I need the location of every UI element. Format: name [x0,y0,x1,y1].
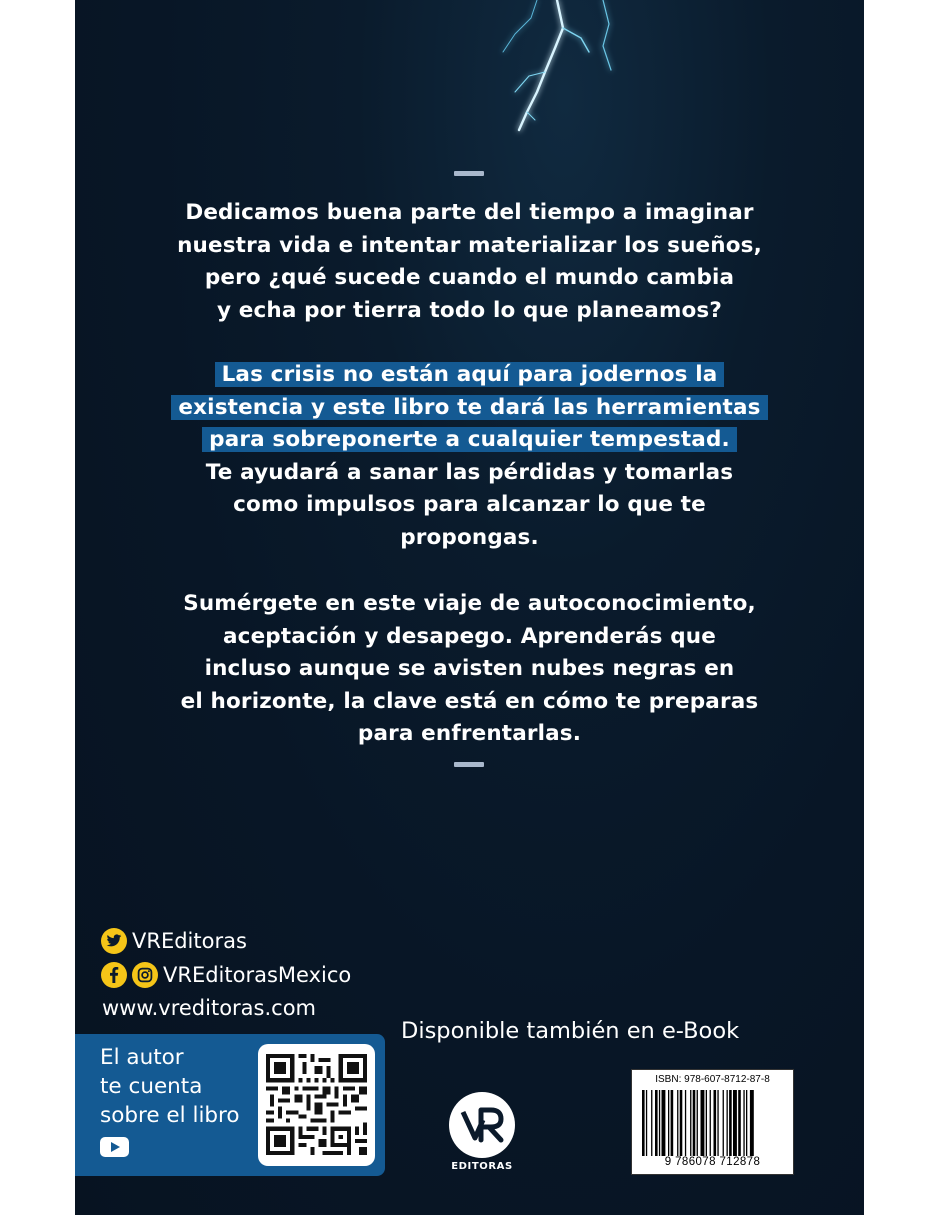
barcode-bar [727,1090,728,1156]
text-line: para enfrentarlas. [357,721,582,746]
barcode-bar [690,1090,691,1156]
instagram-icon [132,962,158,988]
highlighted-line: para sobreponerte a cualquier tempestad. [202,427,737,452]
qr-code-image [266,1054,367,1155]
facebook-icon [101,962,127,988]
twitter-handle: VREditoras [132,929,247,953]
publisher-label: EDITORAS [451,1161,513,1172]
facebook-instagram-row[interactable] [101,962,351,988]
barcode-bar [693,1090,696,1156]
barcode-bar [717,1090,718,1156]
barcode-bar [662,1090,666,1156]
highlighted-line: Las crisis no están aquí para jodernos la [215,362,725,387]
barcode-bar [706,1090,707,1156]
barcode-bar [733,1090,737,1156]
barcode-bar [680,1090,683,1156]
text-line: nuestra vida e intentar materializar los sueños, [177,232,762,258]
barcode-bar [642,1090,645,1156]
synopsis-paragraph-2 [75,359,864,554]
barcode-bar [714,1090,717,1156]
barcode-bar [723,1090,724,1156]
barcode-bar [750,1090,754,1156]
barcode-bar [685,1090,686,1156]
text-line: pero ¿qué sucede cuando el mundo cambia [204,265,735,290]
twitter-icon [101,928,127,954]
synopsis-paragraph-1 [75,197,864,327]
barcode-bar [646,1090,647,1156]
highlighted-line: existencia y este libro te dará las herramientas [171,395,767,420]
barcode-bar [677,1090,678,1156]
qr-panel-line: El autor [100,1045,184,1070]
text-line: el horizonte, la clave está en cómo te preparas [180,688,759,714]
barcode-bar [697,1090,698,1156]
qr-panel-text [100,1043,240,1130]
text-line: Dedicamos buena parte del tiempo a imaginar [185,200,754,225]
text-line: propongas. [400,524,539,550]
bottom-divider [454,762,484,767]
barcode-bar [738,1090,741,1156]
barcode-number: 9 786078 712878 [664,1156,761,1168]
barcode-bar [701,1090,705,1156]
author-video-panel[interactable] [75,1034,385,1176]
barcode-bar [651,1090,652,1156]
barcode-bar [671,1090,674,1156]
barcode-bar [743,1090,744,1156]
qr-panel-line: sobre el libro [100,1103,240,1128]
text-line: Sumérgete en este viaje de autoconocimiento, [183,591,756,616]
synopsis-paragraph-3 [75,588,864,751]
text-line: Te ayudará a sanar las pérdidas y tomarlas [205,459,734,485]
isbn-barcode [631,1069,794,1175]
website-link[interactable]: www.vreditoras.com [102,996,317,1020]
lightning-bolt-image [485,0,685,150]
barcode-bars [642,1090,783,1156]
barcode-bar [668,1090,669,1156]
barcode-bar [746,1090,747,1156]
facebook-instagram-handle: VREditorasMexico [163,963,352,987]
twitter-row[interactable] [101,928,247,954]
text-line: como impulsos para alcanzar lo que te [233,492,706,517]
qr-panel-line: te cuenta [100,1074,203,1099]
vr-logo-mark [449,1092,515,1158]
youtube-icon [100,1137,129,1157]
text-line: aceptación y desapego. Aprenderás que [223,623,716,649]
vr-editoras-logo [449,1092,515,1158]
qr-code[interactable] [258,1044,375,1166]
barcode-bar [710,1090,711,1156]
barcode-bar [659,1090,660,1156]
ebook-availability-note: Disponible también en e-Book [401,1018,740,1044]
text-line: y echa por tierra todo lo que planeamos? [217,297,722,323]
barcode-bar [729,1090,732,1156]
text-line: incluso aunque se avisten nubes negras en [204,656,735,681]
barcode-bar [655,1090,658,1156]
top-divider [454,171,484,176]
isbn-text: ISBN: 978-607-8712-87-8 [655,1074,770,1085]
